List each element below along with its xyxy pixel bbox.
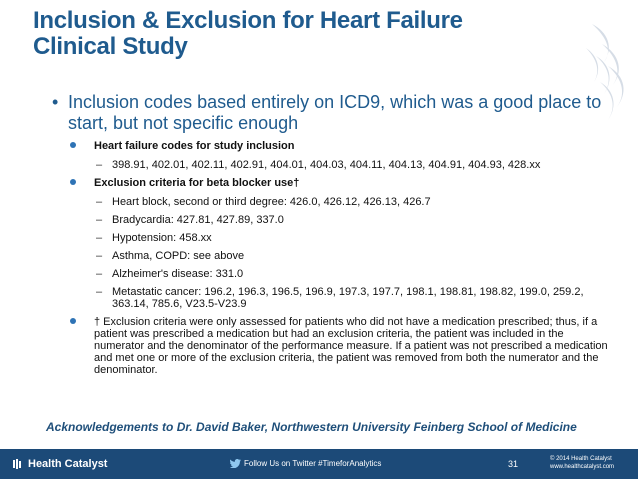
main-bullet [52, 92, 612, 134]
copyright-text: © 2014 Health Catalyst [550, 456, 612, 462]
main-bullet-marker: • [52, 92, 59, 112]
bullet-inclusion [68, 140, 612, 152]
subitem [94, 159, 612, 171]
twitter-bird-icon [230, 459, 241, 468]
subitem-text: Hypotension: 458.xx [112, 232, 212, 244]
subitem-text: 398.91, 402.01, 402.11, 402.91, 404.01, 404.03, 404.11, 404.13, 404.91, 404.93, 428.xx [112, 159, 541, 171]
footnote-text: † Exclusion criteria were only assessed for patients who did not have a medication prescribed; thus, if a patient was prescribed a medication but had an exclusion criteria, the patient was included in the numerator and the denominator of the performance measure. If a patient was not prescribed a medication and met one or more of the exclusion criteria, the patient was removed from both the numerator and the denominator. [94, 316, 608, 376]
dash-icon: – [96, 286, 103, 298]
bullet-footnote [68, 316, 612, 376]
acknowledgement: Acknowledgements to Dr. David Baker, Northwestern University Feinberg School of Medicine [46, 420, 577, 434]
dash-icon: – [96, 232, 103, 244]
subitem [94, 286, 612, 310]
subitem-text: Asthma, COPD: see above [112, 250, 245, 262]
logo-text: Health Catalyst [28, 458, 108, 470]
dash-icon: – [96, 268, 103, 280]
dash-icon: – [96, 196, 103, 208]
main-bullet-text: Inclusion codes based entirely on ICD9, which was a good place to start, but not specific enough [68, 92, 602, 133]
twitter-text: Follow Us on Twitter #TimeforAnalytics [244, 459, 382, 468]
footer-bar [0, 449, 638, 479]
health-catalyst-logo [12, 458, 107, 470]
title-line-1: Inclusion & Exclusion for Heart Failure [33, 7, 463, 34]
copyright-block [550, 455, 614, 471]
subitem-text: Metastatic cancer: 196.2, 196.3, 196.5, 196.9, 197.3, 197.7, 198.1, 198.81, 198.82, 199.0, 259.2, 363.14, 785.6, V23.5-V23.9 [112, 286, 584, 310]
twitter-link[interactable] [230, 459, 381, 468]
slide-content [52, 92, 612, 383]
bullet-exclusion [68, 177, 612, 189]
catalyst-flame-icon [12, 458, 24, 470]
subitem-text: Heart block, second or third degree: 426.0, 426.12, 426.13, 426.7 [112, 196, 431, 208]
subitem-text: Alzheimer's disease: 331.0 [112, 268, 244, 280]
dash-icon: – [96, 214, 103, 226]
subitem [94, 250, 612, 262]
bullet-inclusion-label: Heart failure codes for study inclusion [94, 140, 295, 152]
bullet-dot-icon [70, 318, 76, 324]
subitem [94, 232, 612, 244]
subitem [94, 214, 612, 226]
title-line-2: Clinical Study [33, 33, 188, 60]
slide-title [33, 8, 573, 60]
subitem-text: Bradycardia: 427.81, 427.89, 337.0 [112, 214, 284, 226]
subitem [94, 196, 612, 208]
bullet-dot-icon [70, 179, 76, 185]
bullet-exclusion-label: Exclusion criteria for beta blocker use† [94, 177, 300, 189]
dash-icon: – [96, 250, 103, 262]
subitem [94, 268, 612, 280]
dash-icon: – [96, 159, 103, 171]
bullet-dot-icon [70, 142, 76, 148]
page-number: 31 [508, 459, 519, 469]
website-link[interactable]: www.healthcatalyst.com [550, 464, 615, 470]
